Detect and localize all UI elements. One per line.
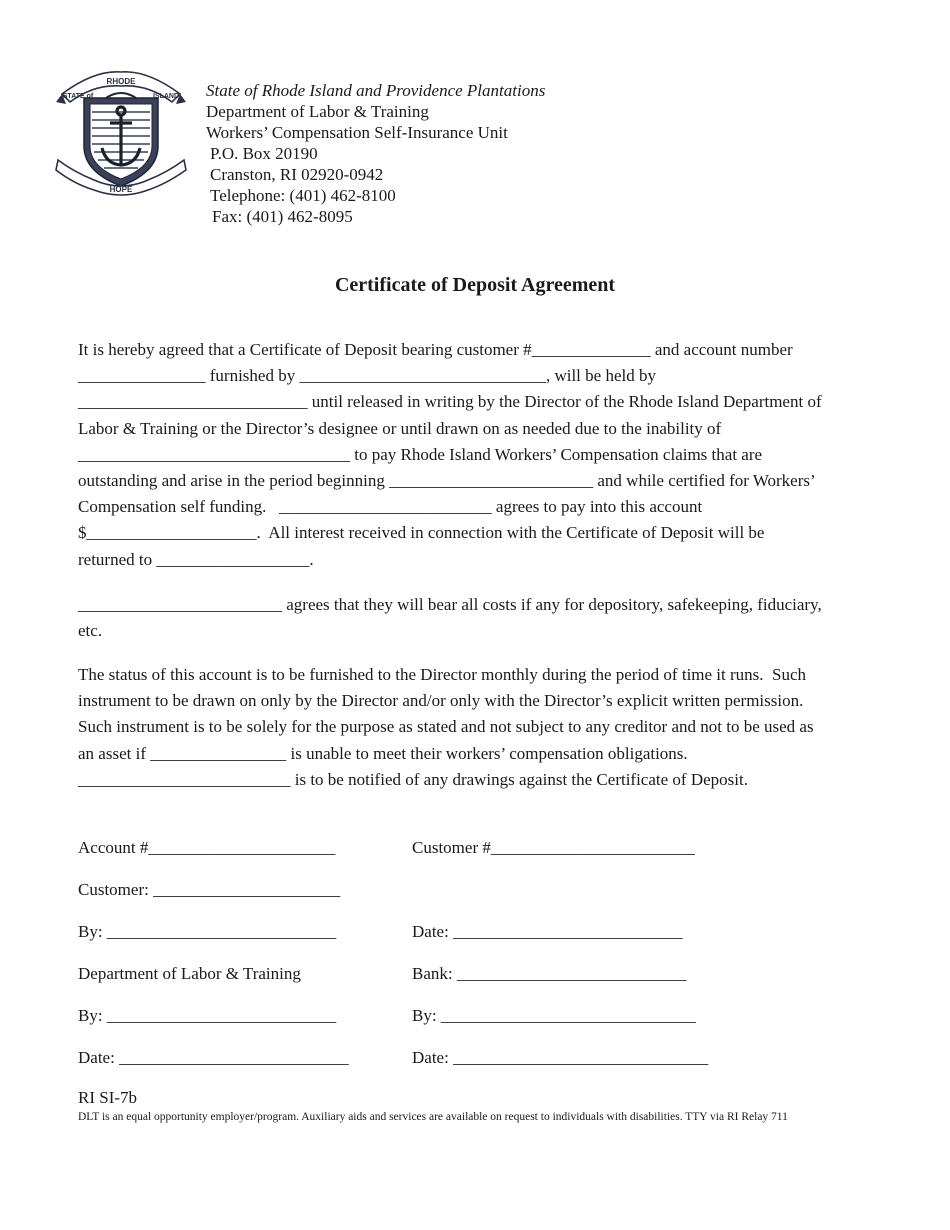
customer-field[interactable]: Customer: ______________________: [78, 880, 341, 899]
svg-text:ISLAND: ISLAND: [152, 93, 180, 100]
bank-date-field[interactable]: Date: ______________________________: [412, 1048, 709, 1067]
state-name: State of Rhode Island and Providence Plantations: [206, 81, 546, 100]
form-code: RI SI-7b: [78, 1088, 138, 1107]
paragraph-line: ________________________________ to pay Rhode Island Workers’ Compensation claims that are: [78, 444, 763, 464]
city-state-zip: Cranston, RI 02920-0942: [210, 165, 384, 184]
paragraph-line: ________________________ agrees that they will bear all costs if any for depository, safekeeping, fiduciary,: [78, 595, 822, 614]
customer-by-signature-field[interactable]: By: ___________________________: [78, 922, 337, 941]
dlt-date-field[interactable]: Date: ___________________________: [78, 1048, 349, 1067]
document-title: Certificate of Deposit Agreement: [334, 274, 616, 296]
account-number-field[interactable]: Account #______________________: [78, 838, 336, 857]
paragraph-line: outstanding and arise in the period beginning ________________________ and while certified for Workers’: [78, 470, 816, 490]
paragraph-line: ___________________________ until released in writing by the Director of the Rhode Island Department of: [78, 392, 822, 412]
customer-date-field[interactable]: Date: ___________________________: [412, 922, 683, 941]
svg-text:HOPE: HOPE: [109, 185, 133, 194]
department-name: Department of Labor & Training: [206, 102, 429, 121]
status-paragraph: [78, 662, 878, 793]
svg-text:RHODE: RHODE: [106, 77, 136, 86]
paragraph-line: _________________________ is to be notified of any drawings against the Certificate of Deposit.: [78, 769, 748, 789]
bank-field[interactable]: Bank: ___________________________: [412, 964, 687, 983]
svg-text:STATE of: STATE of: [62, 93, 94, 100]
paragraph-line: returned to __________________.: [78, 549, 314, 569]
paragraph-line: $____________________. All interest received in connection with the Certificate of Deposit will be: [78, 523, 765, 543]
paragraph-line: _______________ furnished by _____________________________, will be held by: [78, 366, 656, 386]
customer-number-field[interactable]: Customer #________________________: [412, 838, 695, 857]
paragraph-line: etc.: [78, 621, 103, 641]
paragraph-line: instrument to be drawn on only by the Director and/or only with the Director’s explicit written permission.: [78, 691, 804, 711]
paragraph-line: Such instrument is to be solely for the purpose as stated and not subject to any creditor and not to be used as: [78, 717, 814, 737]
fax: Fax: (401) 462-8095: [212, 207, 353, 226]
state-seal-anchor-icon: [54, 68, 188, 198]
telephone: Telephone: (401) 462-8100: [210, 186, 396, 205]
unit-name: Workers’ Compensation Self-Insurance Unit: [206, 123, 508, 142]
paragraph-line: Labor & Training or the Director’s designee or until drawn on as needed due to the inability of: [78, 418, 722, 438]
letterhead: [206, 80, 545, 227]
costs-paragraph: [78, 592, 878, 644]
bank-by-signature-field[interactable]: By: ______________________________: [412, 1006, 696, 1025]
paragraph-line: Compensation self funding. _________________________ agrees to pay into this account: [78, 497, 703, 517]
po-box: P.O. Box 20190: [210, 144, 318, 163]
paragraph-line: The status of this account is to be furnished to the Director monthly during the period of time it runs. Such: [78, 665, 807, 684]
dlt-by-signature-field[interactable]: By: ___________________________: [78, 1006, 337, 1025]
dlt-label: Department of Labor & Training: [78, 964, 301, 983]
equal-opportunity-note: DLT is an equal opportunity employer/program. Auxiliary aids and services are available on request to individuals with disabilities. TTY via RI Relay 711: [78, 1111, 788, 1123]
paragraph-line: an asset if ________________ is unable to meet their workers’ compensation obligations.: [78, 743, 688, 763]
paragraph-line: It is hereby agreed that a Certificate of Deposit bearing customer #______________ and account number: [78, 340, 793, 359]
agreement-paragraph: [78, 337, 878, 573]
